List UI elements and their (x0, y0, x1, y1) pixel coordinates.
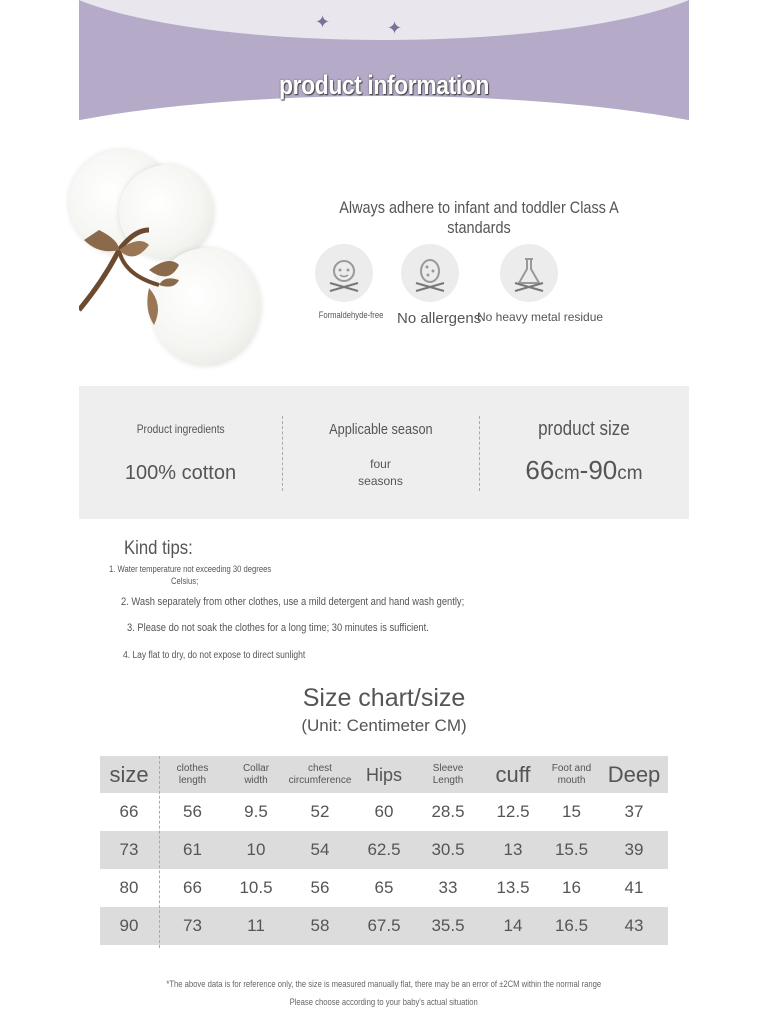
table-cell: 90 (119, 916, 139, 935)
size-value: -90 (579, 455, 618, 485)
table-cell: 41 (624, 878, 644, 897)
table-header-cell (355, 756, 413, 793)
info-size (479, 386, 689, 519)
product-info-box (79, 386, 689, 519)
table-cell: 67.5 (367, 916, 401, 935)
table-header-cell (100, 756, 158, 793)
header-banner (79, 0, 689, 135)
size-table (100, 756, 668, 945)
table-cell: 13 (503, 840, 523, 859)
tips-title: Kind tips: (124, 538, 193, 559)
baby-face-icon (315, 244, 373, 302)
size-note-text: *The above data is for reference only, the size is measured manually flat, there may be an error of ±2CM within the normal range (166, 979, 602, 989)
badge-no-heavy-metal (477, 244, 604, 324)
table-header-cell (600, 756, 668, 793)
table-cell: 43 (624, 916, 644, 935)
table-cell: 16 (562, 878, 581, 897)
tip-item: 3. Please do not soak the clothes for a long time; 30 minutes is sufficient. (127, 622, 429, 634)
size-chart-subtitle: (Unit: Centimeter CM) (301, 716, 467, 735)
badge-no-allergens (397, 244, 482, 327)
tip-item: 2. Wash separately from other clothes, use a mild detergent and hand wash gently; (121, 596, 465, 608)
table-cell: 10 (246, 840, 266, 859)
table-cell: 9.5 (244, 802, 268, 821)
table-cell: 39 (624, 840, 644, 859)
table-row (100, 869, 668, 907)
season-value-line: seasons (358, 474, 403, 488)
header-line: chest (308, 762, 332, 774)
product-page (79, 0, 689, 1024)
table-cell: 15 (562, 802, 581, 821)
table-cell: 12.5 (496, 802, 530, 821)
table-cell: 16.5 (554, 916, 589, 935)
table-cell: 28.5 (431, 802, 465, 821)
header-line: circumference (288, 774, 352, 786)
page-title: product information (279, 70, 489, 100)
header-line: Collar (242, 762, 270, 774)
season-value-line: four (370, 457, 391, 471)
star-icon: ✦ (387, 18, 403, 38)
cotton-illustration (79, 140, 279, 380)
size-value: 66 (525, 455, 555, 485)
table-cell: 65 (374, 878, 394, 897)
ingredients-value: 100% cotton (124, 462, 237, 484)
tip-item: Celsius; (171, 576, 199, 586)
size-label: product size (538, 418, 630, 440)
table-header-cell (543, 756, 600, 793)
table-cell: 73 (183, 916, 202, 935)
table-cell: 10.5 (239, 878, 273, 897)
header-line: Length (432, 774, 464, 786)
table-cell: 30.5 (431, 840, 465, 859)
table-cell: 35.5 (431, 916, 465, 935)
size-advice-text: Please choose according to your baby's actual situation (289, 997, 479, 1007)
table-cell: 13.5 (496, 878, 530, 897)
table-header-cell (413, 756, 483, 793)
table-header-cell (483, 756, 543, 793)
table-row (100, 831, 668, 869)
table-cell: 58 (310, 916, 330, 935)
header-line: mouth (557, 774, 586, 786)
table-cell: 60 (374, 802, 394, 821)
info-season (282, 386, 479, 519)
table-row (100, 907, 668, 945)
size-unit: cm (617, 463, 643, 484)
season-label: Applicable season (328, 421, 433, 438)
column-divider (159, 756, 160, 948)
header-line: clothes (176, 762, 209, 774)
table-header-cell (227, 756, 285, 793)
flask-icon (500, 244, 558, 302)
star-icon: ✦ (315, 12, 331, 32)
header-line: length (178, 774, 207, 786)
tip-item: 4. Lay flat to dry, do not expose to direct sunlight (123, 650, 306, 661)
pollen-icon (401, 244, 459, 302)
table-cell: 33 (438, 878, 458, 897)
table-cell: 66 (119, 802, 139, 821)
badge-label: No heavy metal residue (477, 310, 604, 324)
size-note (79, 979, 689, 989)
tip-item: 1. Water temperature not exceeding 30 degrees (109, 564, 272, 574)
table-cell: 80 (119, 878, 139, 897)
table-cell: 56 (310, 878, 330, 897)
badge-label: No allergens (397, 310, 482, 327)
table-cell: 11 (247, 916, 265, 935)
table-cell: 56 (183, 802, 202, 821)
header-line: size (109, 761, 149, 787)
table-cell: 66 (183, 878, 202, 897)
header-line: Sleeve (432, 762, 464, 774)
header-line: width (244, 774, 268, 786)
table-cell: 15.5 (554, 840, 589, 859)
header-line: Foot and (551, 762, 592, 774)
header-line: Deep (607, 761, 661, 787)
table-header-cell (158, 756, 227, 793)
ingredients-label: Product ingredients (136, 422, 225, 436)
header-line: Hips (365, 764, 402, 785)
info-ingredients (79, 386, 282, 519)
size-advice (79, 997, 689, 1007)
cotton-branch-icon (79, 210, 199, 340)
table-cell: 52 (310, 802, 330, 821)
header-line: cuff (495, 761, 531, 787)
table-cell: 14 (503, 916, 523, 935)
size-chart-title: Size chart/size (302, 684, 466, 712)
table-cell: 54 (310, 840, 330, 859)
badge-formaldehyde-free (313, 244, 384, 323)
table-row (100, 793, 668, 831)
table-cell: 61 (183, 840, 202, 859)
size-unit: cm (554, 463, 580, 484)
table-header-row (100, 756, 668, 793)
table-cell: 62.5 (367, 840, 401, 859)
standards-tagline: Always adhere to infant and toddler Class A standards (339, 198, 619, 237)
table-header-cell (285, 756, 355, 793)
table-cell: 37 (624, 802, 644, 821)
badge-label: Formaldehyde-free (318, 310, 384, 320)
table-cell: 73 (119, 840, 139, 859)
